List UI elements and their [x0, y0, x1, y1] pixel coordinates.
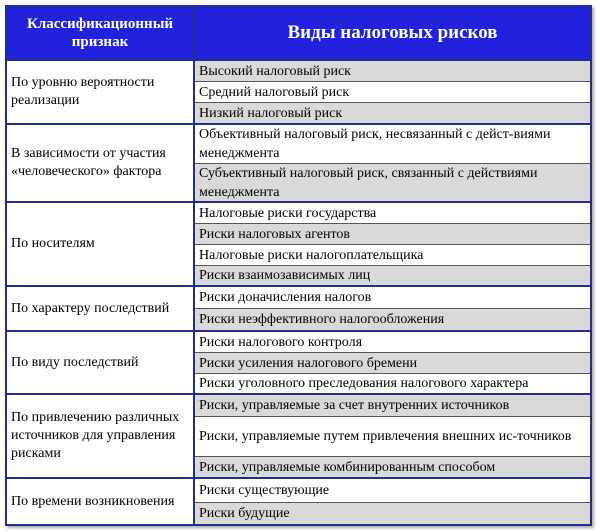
- risk-item: Объективный налоговый риск, несвязанный с дейст-виями менеджмента: [195, 125, 590, 163]
- risk-item: Риски налогового контроля: [195, 332, 590, 352]
- risk-item: Налоговые риски государства: [195, 203, 590, 223]
- risk-item: Риски существующие: [195, 479, 590, 502]
- table-header: [7, 7, 590, 59]
- risk-item: Риски, управляемые за счет внутренних источников: [195, 395, 590, 416]
- header-classification: Классификационный признак: [7, 7, 193, 59]
- risk-item: Риски будущие: [195, 503, 590, 524]
- risk-item: Риски, управляемые путем привлечения внешних ис-точников: [195, 417, 590, 456]
- category-funding-sources: По привлечению различных источников для управления рисками: [11, 410, 180, 461]
- category-carriers: По носителям: [11, 236, 95, 251]
- risk-item: Риски доначисления налогов: [195, 287, 590, 308]
- risk-item: Риски уголовного преследования налогового характера: [195, 374, 590, 393]
- category-probability: По уровню вероятности реализации: [11, 75, 155, 108]
- risk-item: Субъективный налоговый риск, связанный с действиями менеджмента: [195, 164, 590, 201]
- category-human-factor: В зависимости от участия «человеческого» фактора: [11, 146, 166, 179]
- risk-item: Риски, управляемые комбинированным способом: [195, 457, 590, 477]
- risk-item: Высокий налоговый риск: [195, 61, 590, 81]
- tax-risk-table: [5, 5, 592, 526]
- category-consequence-nature: По характеру последствий: [11, 300, 170, 316]
- risk-item: Риски взаимозависимых лиц: [195, 266, 590, 285]
- category-time: По времени возникновения: [11, 493, 175, 509]
- risk-item: Риски налоговых агентов: [195, 224, 590, 244]
- risk-item: Налоговые риски налогоплательщика: [195, 245, 590, 265]
- header-risk-types: Виды налоговых рисков: [195, 7, 590, 59]
- category-consequence-type: По виду последствий: [11, 354, 139, 370]
- risk-item: Риски неэффективного налогообложения: [195, 309, 590, 330]
- risk-item: Низкий налоговый риск: [195, 103, 590, 123]
- risk-item: Риски усиления налогового бремени: [195, 353, 590, 373]
- risk-item: Средний налоговый риск: [195, 82, 590, 102]
